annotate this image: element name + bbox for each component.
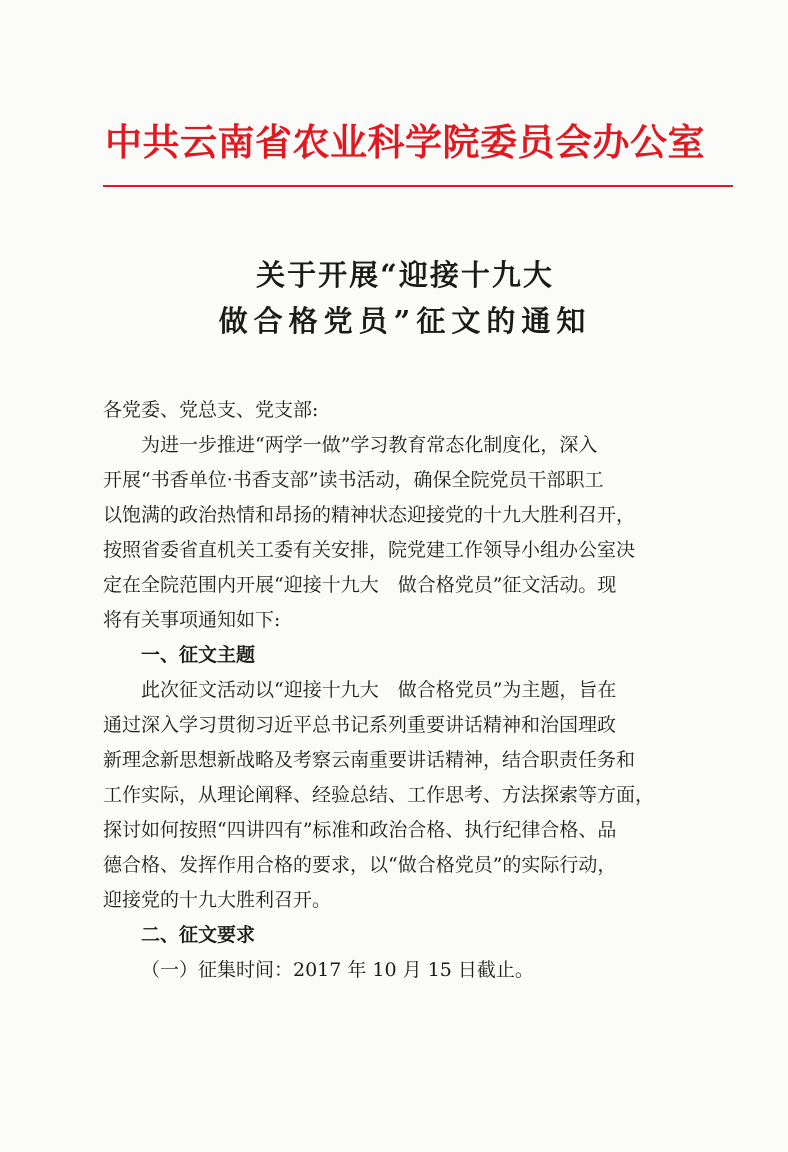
document-title-line-2: 做合格党员”征文的通知 — [218, 304, 592, 338]
section-1-heading: 一、征文主题 — [141, 644, 256, 666]
letterhead-red-rule — [103, 185, 733, 187]
section-2-heading: 二、征文要求 — [141, 924, 256, 946]
section-1-line: 新理念新思想新战略及考察云南重要讲话精神，结合职责任务和 — [103, 749, 636, 771]
intro-line: 以饱满的政治热情和昂扬的精神状态迎接党的十九大胜利召开， — [103, 504, 636, 526]
intro-line: 将有关事项通知如下: — [103, 609, 281, 631]
section-1-line: 探讨如何按照“四讲四有”标准和政治合格、执行纪律合格、品 — [103, 819, 617, 841]
document-body — [103, 393, 743, 988]
intro-paragraph — [103, 428, 743, 638]
intro-line: 按照省委省直机关工委有关安排，院党建工作领导小组办公室决 — [103, 539, 636, 561]
intro-line: 为进一步推进“两学一做”学习教育常态化制度化，深入 — [141, 434, 598, 456]
intro-line: 定在全院范围内开展“迎接十九大 做合格党员”征文活动。现 — [103, 574, 617, 596]
section-1-line: 工作实际，从理论阐释、经验总结、工作思考、方法探索等方面， — [103, 784, 655, 806]
section-1-line: 德合格、发挥作用合格的要求，以“做合格党员”的实际行动， — [103, 854, 617, 876]
section-1-line: 通过深入学习贯彻习近平总书记系列重要讲话精神和治国理政 — [103, 714, 617, 736]
document-title — [60, 252, 750, 344]
intro-line: 开展“书香单位·书香支部”读书活动，确保全院党员干部职工 — [103, 469, 604, 491]
letterhead-org-name: 中共云南省农业科学院委员会办公室 — [105, 120, 705, 164]
section-1-paragraph — [103, 673, 743, 918]
section-1-line: 此次征文活动以“迎接十九大 做合格党员”为主题，旨在 — [141, 679, 617, 701]
section-2-item-1: （一）征集时间：2017 年 10 月 15 日截止。 — [141, 959, 534, 981]
section-1-line: 迎接党的十九大胜利召开。 — [103, 889, 332, 911]
salutation: 各党委、党总支、党支部: — [103, 399, 319, 421]
document-title-line-1: 关于开展“迎接十九大 — [256, 258, 554, 292]
